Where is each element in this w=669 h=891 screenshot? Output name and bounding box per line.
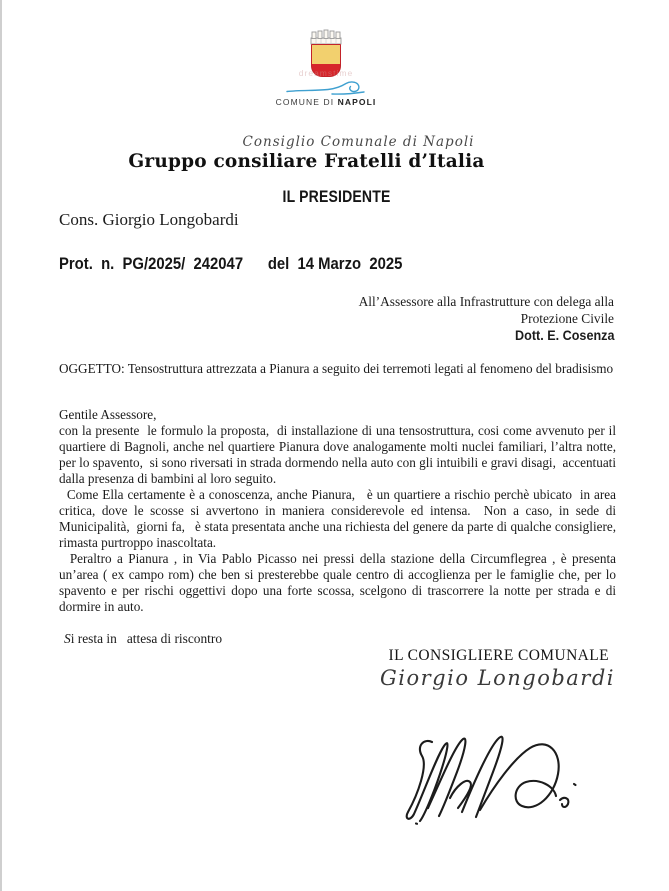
letter-body <box>59 407 616 615</box>
napoli-crest-logo <box>246 28 406 107</box>
paragraph-1: con la presente le formulo la proposta, di installazione di una tensostruttura, cosi come avvenuto per il quartiere di Bagnoli, anche nel quartiere Pianura dove analogamente molti nuclei familiari, l’altra notte, per lo spavento, si sono riversati in strada dormendo nella auto con gli intuibili e gravi disagi, accentuati dalla presenza di bambini al loro seguito. <box>59 423 616 486</box>
salutation: Gentile Assessore, <box>59 407 157 422</box>
president-title-text: IL PRESIDENTE <box>282 188 391 206</box>
awaiting-reply-initial: S <box>64 631 71 646</box>
group-title: Gruppo consiliare Fratelli d’Italia <box>128 151 485 172</box>
shield-icon <box>311 44 341 77</box>
logo-caption-bold: NAPOLI <box>337 97 377 107</box>
logo-caption <box>276 97 377 107</box>
protocol-text: Prot. n. PG/2025/ 242047 del 14 Marzo 2025 <box>59 255 403 273</box>
wave-icon <box>286 80 366 96</box>
president-title <box>2 188 669 207</box>
logo-caption-regular: COMUNE DI <box>275 97 338 107</box>
stock-watermark: dreamstime <box>298 68 354 78</box>
recipient-line-3 <box>214 327 614 344</box>
signature-scrawl <box>402 724 580 828</box>
signer-name-script: Giorgio Longobardi <box>379 666 615 690</box>
recipient-name-text: Dott. E. Cosenza <box>514 327 614 343</box>
protocol-line <box>59 255 441 274</box>
awaiting-reply-rest: i resta in attesa di riscontro <box>70 631 223 646</box>
recipient-line-1: All’Assessore alla Infrastrutture con delega alla <box>358 294 614 309</box>
recipient-block <box>214 293 614 344</box>
mural-crown-icon <box>304 28 348 45</box>
paragraph-2: Come Ella certamente è a conoscenza, anche Pianura, è un quartiere a rischio perchè ubicato in area critica, dove le scosse si avvertono in maniera considerevole ed intensa. Non a caso, in sede di Municipalità, giorni fa, è stata presentata anche una richiesta del genere da parte di qualche consigliere, rimasta purtroppo inascoltata. <box>59 487 616 550</box>
council-script-line: Consiglio Comunale di Napoli <box>242 134 475 150</box>
councillor-name-line: Cons. Giorgio Longobardi <box>59 210 239 229</box>
awaiting-reply-line <box>64 631 222 647</box>
paragraph-3: Peraltro a Pianura , in Via Pablo Picasso nei pressi della stazione della Circumflegrea , è presenta un’area ( ex campo rom) che ben si presterebbe quale centro di accoglienza per le famiglie che, per lo spavento e per rischi oggettivi dopo una forte scossa, scelgono di trascorrere la notte per strada e di dormire in auto. <box>59 551 616 614</box>
subject-line: OGGETTO: Tensostruttura attrezzata a Pianura a seguito dei terremoti legati al fenomeno del bradisismo <box>59 361 614 376</box>
recipient-line-2: Protezione Civile <box>520 311 614 326</box>
signer-role-line: IL CONSIGLIERE COMUNALE <box>388 647 609 664</box>
